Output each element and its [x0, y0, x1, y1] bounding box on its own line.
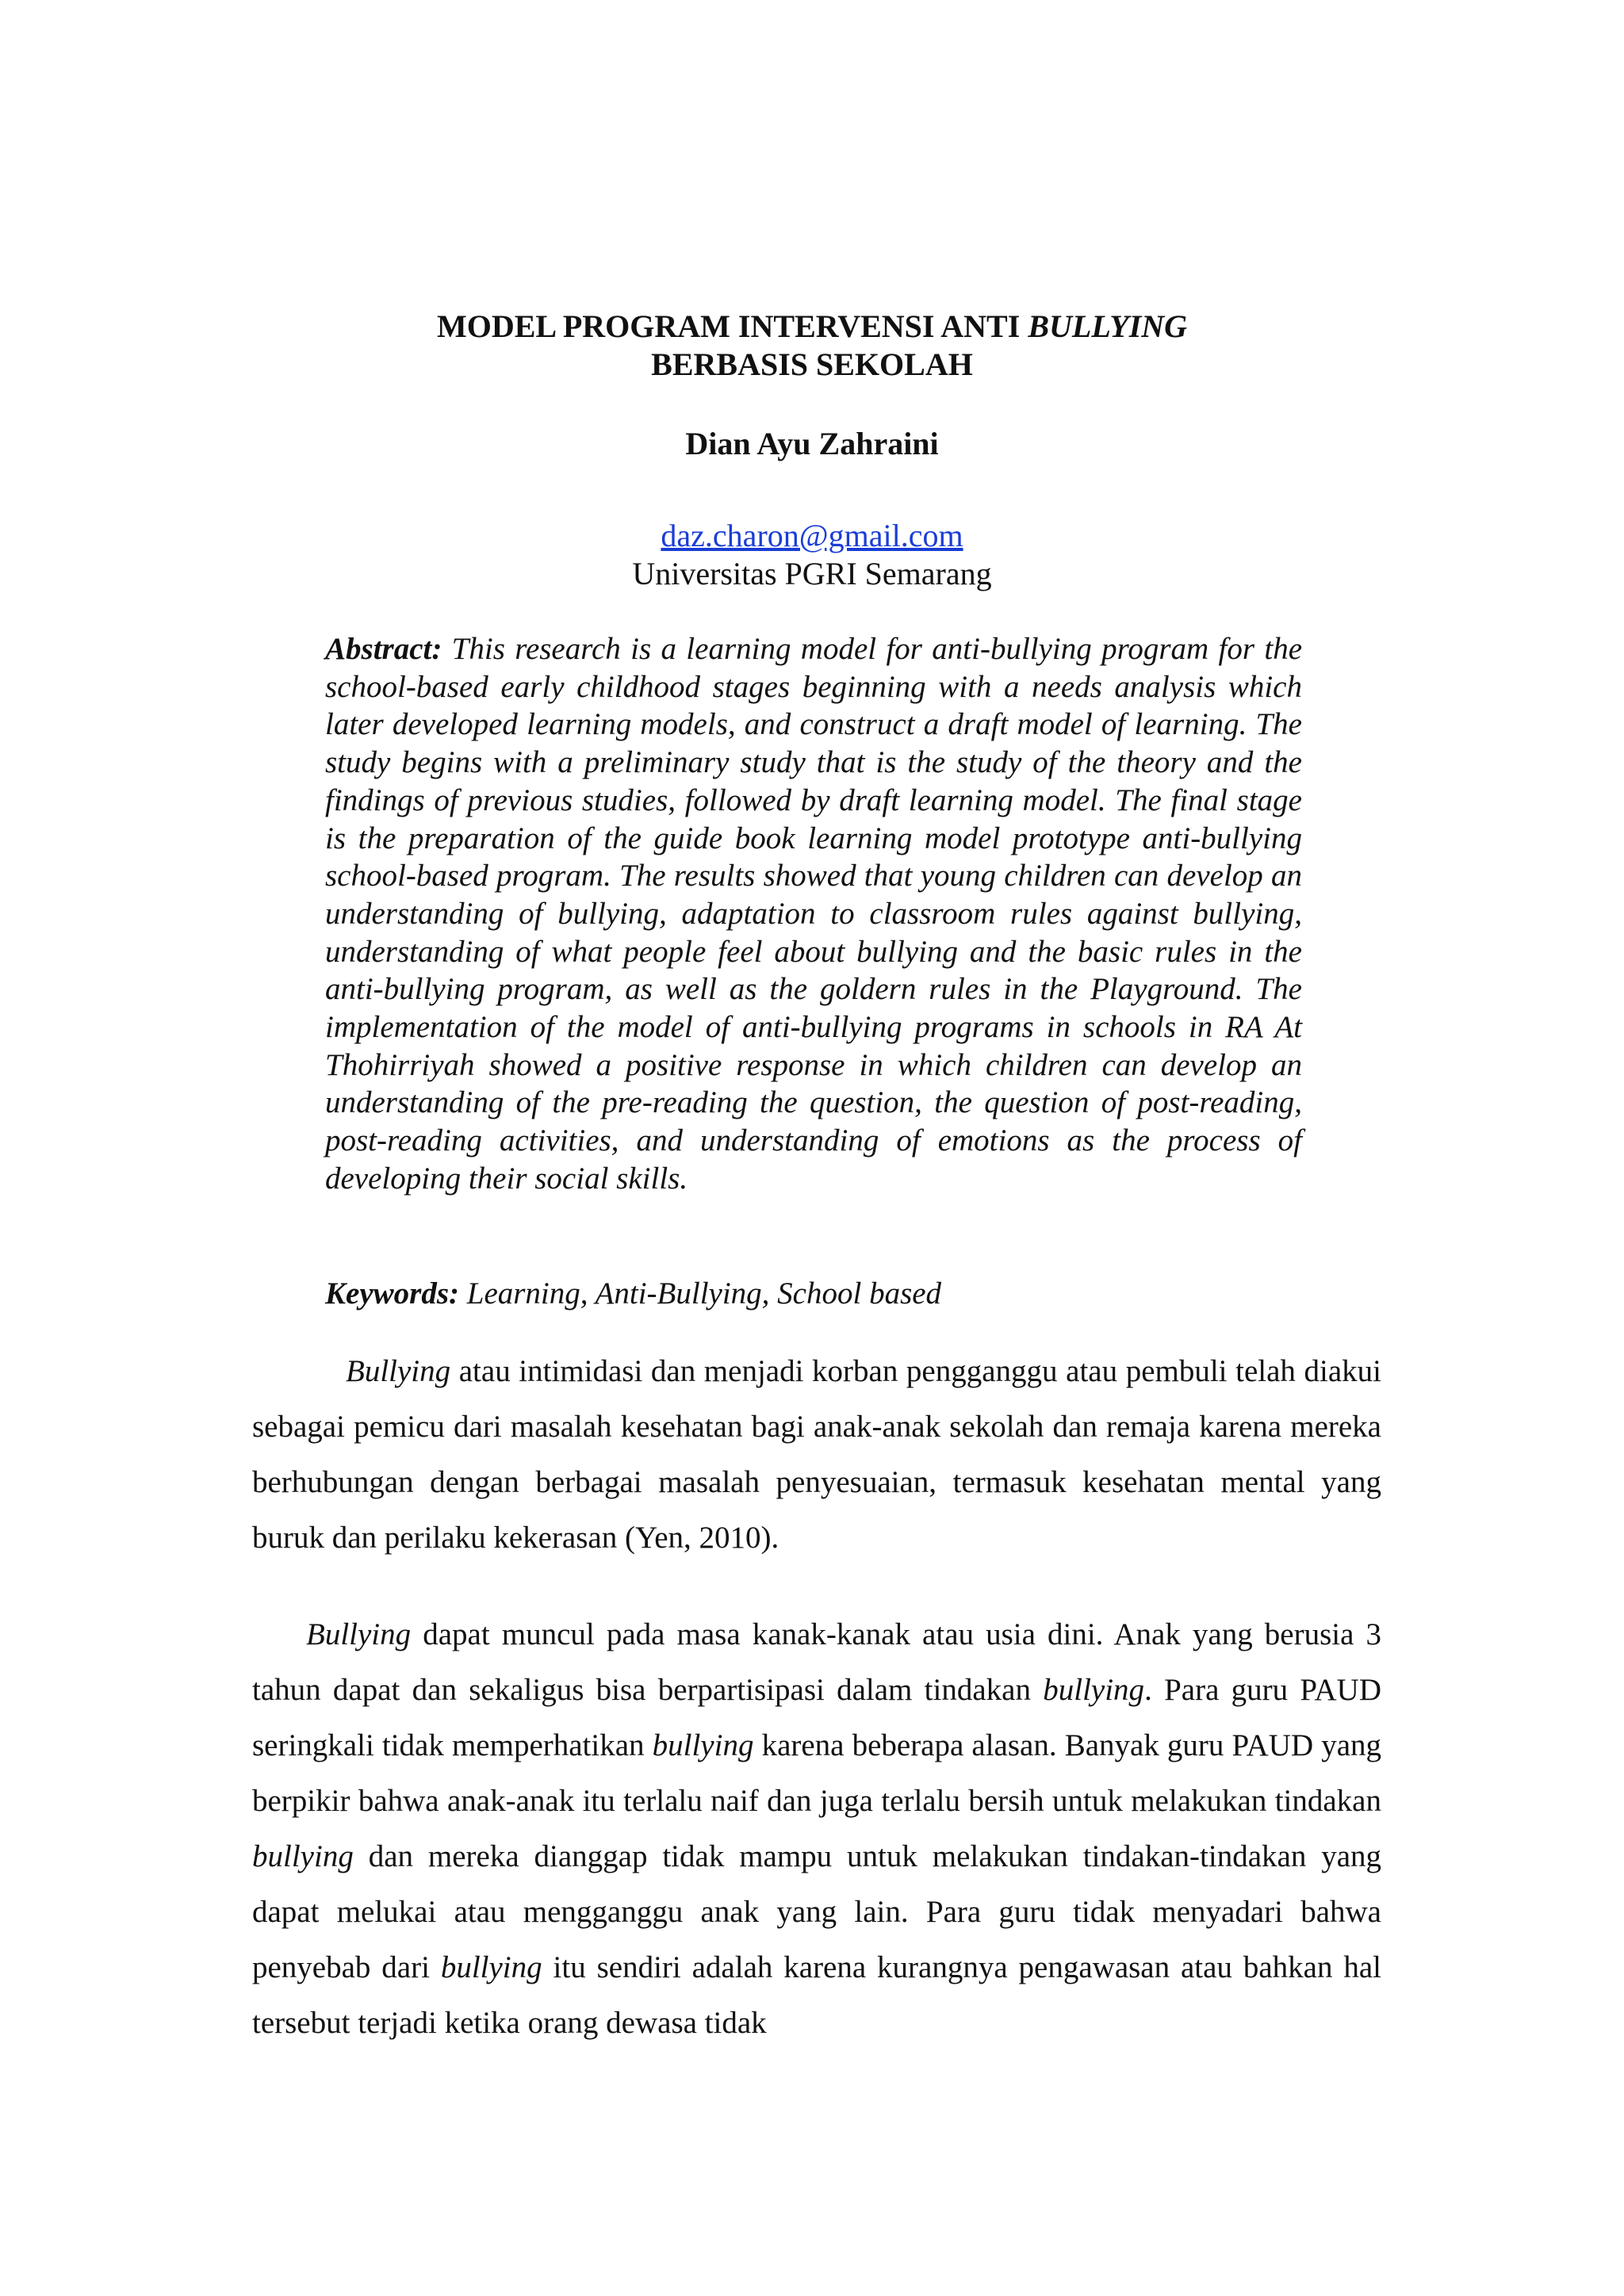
email-link[interactable]: daz.charon@gmail.com: [661, 518, 963, 553]
body-paragraph-2: [252, 1607, 1381, 2051]
keywords-label: Keywords:: [325, 1276, 459, 1311]
p2-italic-1: Bullying: [306, 1617, 412, 1651]
author-email: [0, 517, 1624, 555]
p2-text-4: dan mereka dianggap tidak mampu untuk melakukan tindakan-tindakan yang dapat melukai atau mengganggu anak yang lain. Para guru tidak menyadari bahwa penyebab dari: [252, 1839, 1381, 1984]
p2-italic-5: bullying: [440, 1950, 542, 1984]
abstract: [325, 630, 1302, 1198]
p2-text-1: dapat muncul pada masa kanak-kanak atau usia dini. Anak yang berusia 3 tahun dapat dan sekaligus bisa berpartisipasi dalam tindakan: [252, 1617, 1381, 1707]
p2-text-5: itu sendiri adalah karena kurangnya pengawasan atau bahkan hal tersebut terjadi ketika orang dewasa tidak: [252, 1950, 1381, 2040]
author-name: Dian Ayu Zahraini: [685, 426, 939, 461]
p2-italic-2: bullying: [1043, 1673, 1145, 1707]
title-italic-word: BULLYING: [1028, 308, 1188, 344]
p1-text-1: atau intimidasi dan menjadi korban pengganggu atau pembuli telah diakui sebagai pemicu dari masalah kesehatan bagi anak-anak sekolah dan remaja karena mereka berhubungan dengan berbagai masalah penyesuaian, termasuk kesehatan mental yang buruk dan perilaku kekerasan (Yen, 2010).: [252, 1354, 1381, 1555]
title-line-2: BERBASIS SEKOLAH: [651, 346, 973, 382]
p2-italic-3: bullying: [652, 1728, 754, 1762]
p2-text-2: . Para guru PAUD seringkali tidak memperhatikan: [252, 1673, 1382, 1762]
title-line-1: [0, 308, 1624, 346]
body-paragraph-1: [252, 1344, 1381, 1566]
p2-text-3: karena beberapa alasan. Banyak guru PAUD yang berpikir bahwa anak-anak itu terlalu naif dan juga terlalu bersih untuk melakukan tindakan: [252, 1728, 1382, 1818]
paper-title: [0, 308, 1624, 384]
title-line-1-text: MODEL PROGRAM INTERVENSI ANTI: [436, 308, 1028, 344]
abstract-label: Abstract:: [325, 632, 442, 666]
keywords: [325, 1275, 1302, 1313]
p1-italic-1: Bullying: [346, 1354, 451, 1388]
abstract-text: This research is a learning model for anti-bullying program for the school-based early childhood stages beginning with a needs analysis which later developed learning models, and construct a draft model of learning. The study begins with a preliminary study that is the study of the theory and the findings of previous studies, followed by draft learning model. The final stage is the preparation of the guide book learning model prototype anti-bullying school-based program. The results showed that young children can develop an understanding of bullying, adaptation to classroom rules against bullying, understanding of what people feel about bullying and the basic rules in the anti-bullying program, as well as the goldern rules in the Playground. The implementation of the model of anti-bullying programs in schools in RA At Thohirriyah showed a positive response in which children can develop an understanding of the pre-reading the question, the question of post-reading, post-reading activities, and understanding of emotions as the process of developing their social skills.: [325, 632, 1302, 1196]
keywords-text: Learning, Anti-Bullying, School based: [459, 1276, 942, 1311]
affiliation: Universitas PGRI Semarang: [632, 556, 992, 591]
p2-italic-4: bullying: [252, 1839, 354, 1873]
